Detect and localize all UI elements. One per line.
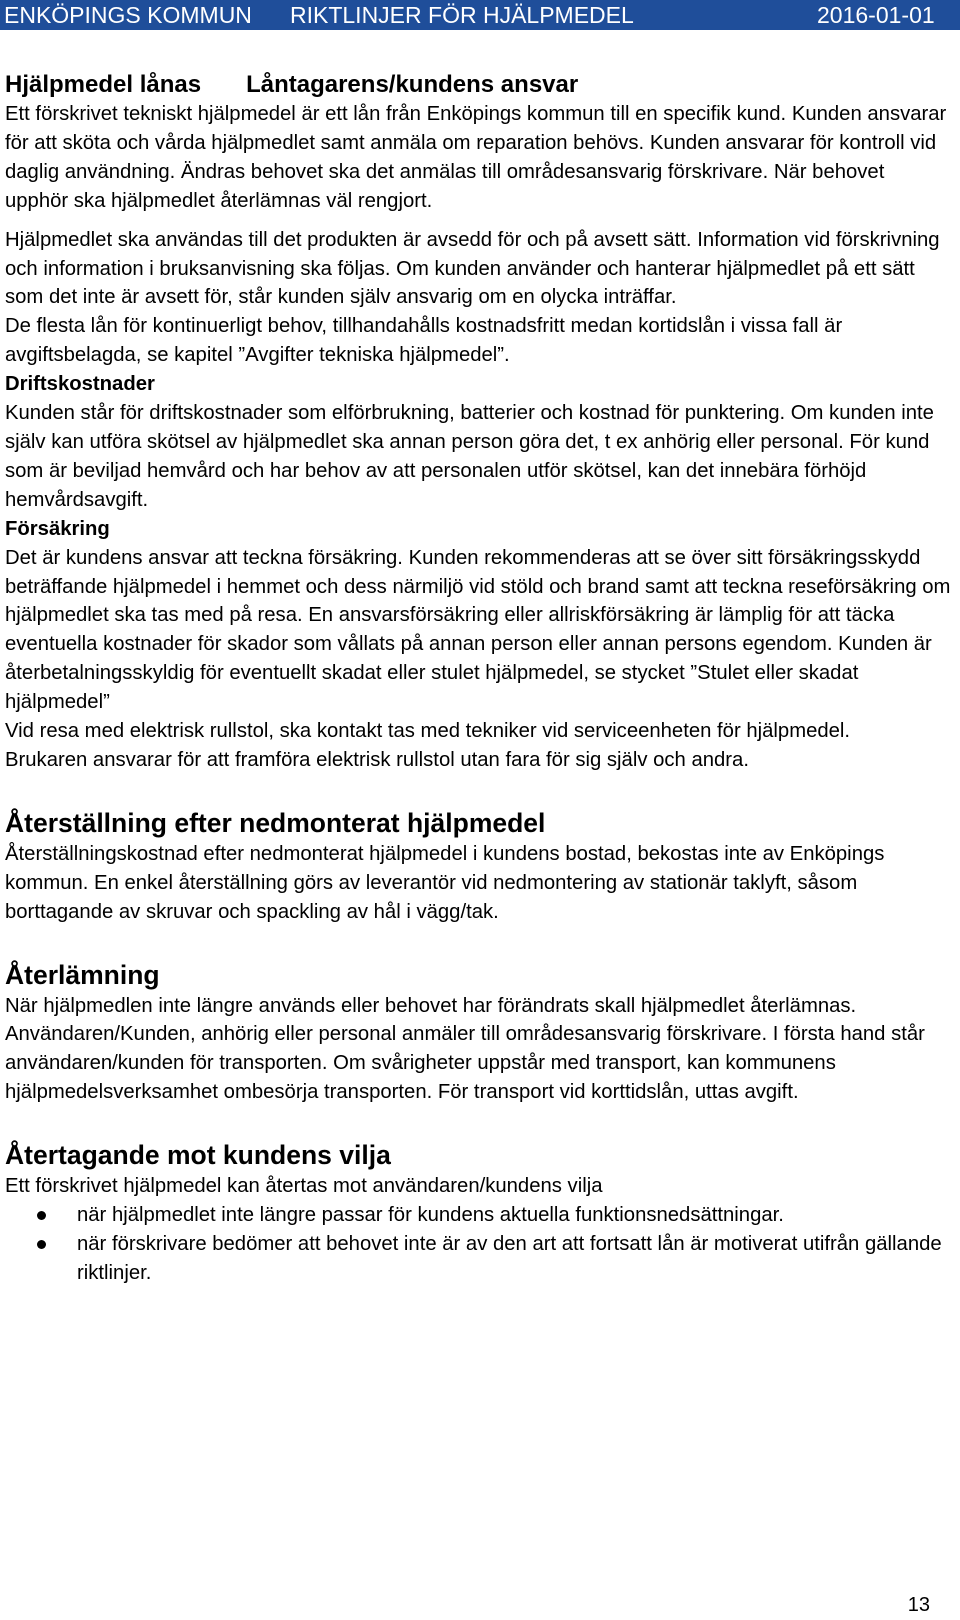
loan-heading <box>5 70 953 100</box>
insurance-heading: Försäkring <box>5 517 110 540</box>
insurance-text: Det är kundens ansvar att teckna försäkring. Kunden rekommenderas att se över sitt försäkringsskydd beträffande hjälpmedel i hemmet och dess närmiljö vid stöld och brand samt att teckna reseförsäkring om hjälpmedlet ska tas med på resa. En ansvarsförsäkring eller allriskförsäkring är lämplig för att täcka eventuella kostnader för skador som vållats på annan person eller annan persons egendom. Kunden är återbetalningsskyldig för eventuellt skadat eller stulet hjälpmedel, se stycket ”Stulet eller skadat hjälpmedel” <box>5 546 951 714</box>
bullet-dot-icon <box>37 1240 46 1249</box>
loan-paragraph-3: De flesta lån för kontinuerligt behov, tillhandahålls kostnadsfritt medan kortidslån i vissa fall är avgiftsbelagda, se kapitel ”Avgifter tekniska hjälpmedel”. <box>5 315 843 367</box>
return-text: När hjälpmedlen inte längre används eller behovet har förändrats skall hjälpmedlet återlämnas. Användaren/Kunden, anhörig eller personal anmäler till områdesansvarig förskrivare. I första hand står användaren/kunden för transporten. Om svårigheter uppstår med transport, kan kommunens hjälpmedelsverksamhet ombesörja transporten. För transport vid korttidslån, uttas avgift. <box>5 994 925 1104</box>
reclaim-bullet-text: när förskrivare bedömer att behovet inte är av den art att fortsatt lån är motiverat utifrån gällande riktlinjer. <box>77 1233 942 1284</box>
loan-paragraph-2: Hjälpmedlet ska användas till det produkten är avsedd för och på avsett sätt. Information vid förskrivning och information i bruksanvisning ska följas. Om kunden använder och hanterar hjälpmedlet på ett sätt som det inte är avsett för, står kunden själv ansvarig om en olycka inträffar. <box>5 228 940 309</box>
document-body <box>5 70 953 1288</box>
header-municipality: ENKÖPINGS KOMMUN <box>4 2 252 28</box>
operating-costs-text: Kunden står för driftskostnader som elförbrukning, batterier och kostnad för punktering. Om kunden inte själv kan utföra skötsel av hjälpmedlet ska annan person göra det, t ex anhörig eller personal. För kund som är beviljad hemvård och har behov av att personalen utför skötsel, kan det innebära förhöjd hemvårdsavgift. <box>5 402 934 511</box>
header-date: 2016-01-01 <box>817 2 935 28</box>
list-item <box>5 1201 953 1230</box>
reclaim-bullet-list <box>5 1201 953 1288</box>
reclaim-intro: Ett förskrivet hjälpmedel kan återtas mot användaren/kundens vilja <box>5 1175 603 1198</box>
loan-heading-right: Låntagarens/kundens ansvar <box>246 71 579 98</box>
reclaim-bullet-text: när hjälpmedlet inte längre passar för kundens aktuella funktionsnedsättningar. <box>77 1204 784 1227</box>
restoration-text: Återställningskostnad efter nedmonterat hjälpmedel i kundens bostad, bekostas inte av Enköpings kommun. En enkel återställning görs av leverantör vid nedmontering av stationär taklyft, såsom borttagande av skruvar och spackling av hål i vägg/tak. <box>5 842 885 923</box>
return-heading: Återlämning <box>5 959 160 990</box>
insurance-text-driving: Brukaren ansvarar för att framföra elektrisk rullstol utan fara för sig själv och andra. <box>5 748 749 771</box>
list-item <box>5 1230 953 1288</box>
restoration-heading: Återställning efter nedmonterat hjälpmedel <box>5 807 546 838</box>
bullet-dot-icon <box>37 1211 46 1220</box>
operating-costs-heading: Driftskostnader <box>5 373 155 396</box>
reclaim-heading: Återtagande mot kundens vilja <box>5 1140 391 1171</box>
header-document-title: RIKTLINJER FÖR HJÄLPMEDEL <box>290 2 634 28</box>
page-header <box>0 0 960 30</box>
loan-paragraph-1: Ett förskrivet tekniskt hjälpmedel är ett lån från Enköpings kommun till en specifik kund. Kunden ansvarar för att sköta och vårda hjälpmedlet samt anmäla om reparation behövs. Kunden ansvarar för kontroll vid daglig användning. Ändras behovet ska det anmälas till områdesansvarig förskrivare. När behovet upphör ska hjälpmedlet återlämnas väl rengjort. <box>5 103 947 212</box>
page-number: 13 <box>907 1594 930 1616</box>
loan-heading-left: Hjälpmedel lånas <box>5 71 202 98</box>
insurance-text-travel: Vid resa med elektrisk rullstol, ska kontakt tas med tekniker vid serviceenheten för hjälpmedel. <box>5 720 851 743</box>
